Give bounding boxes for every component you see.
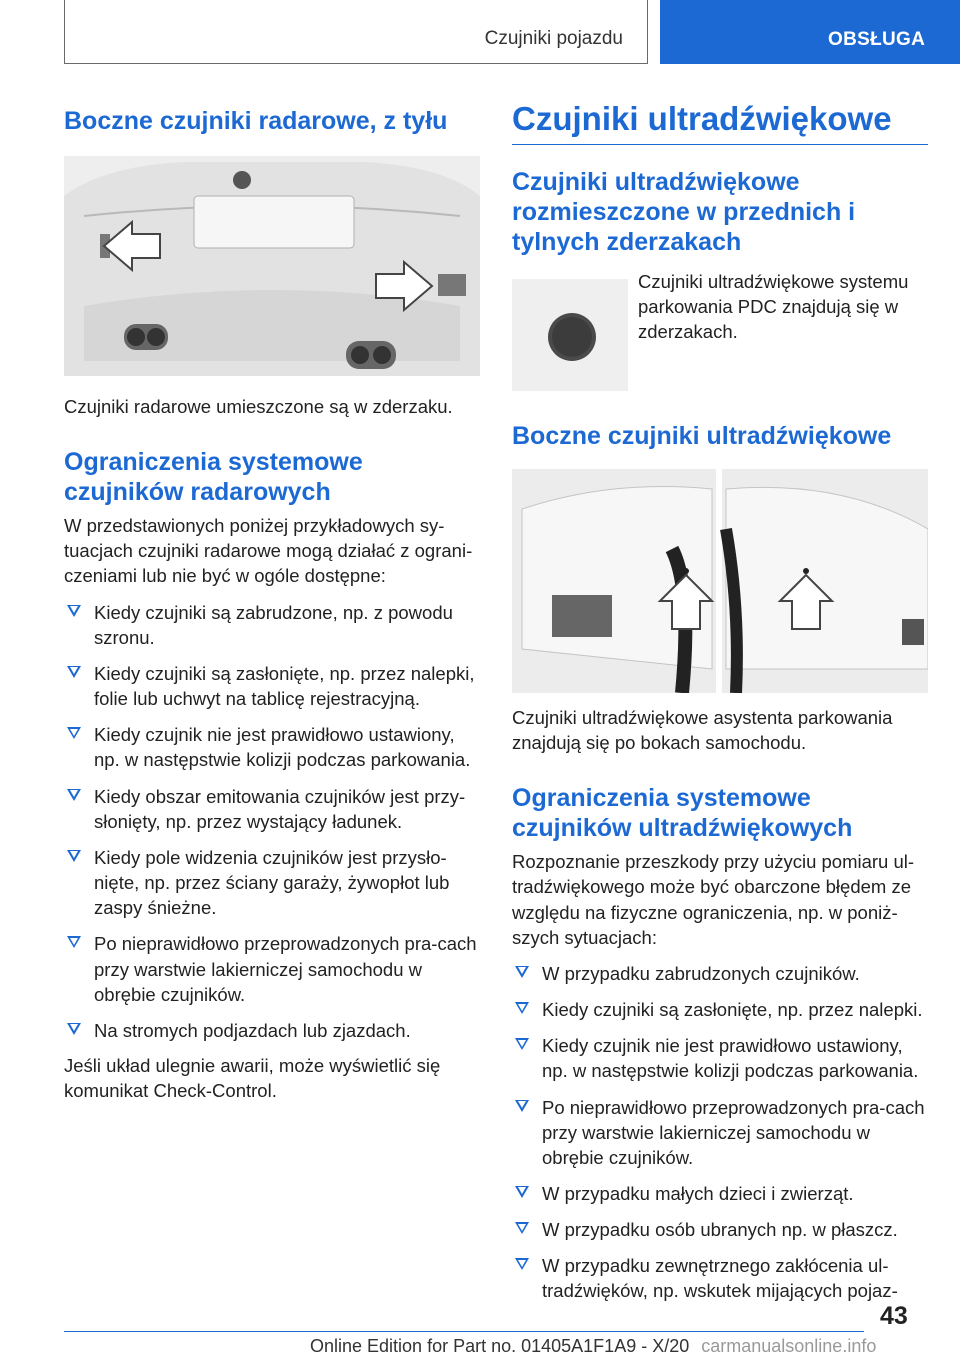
bullet-triangle-icon <box>67 850 81 862</box>
bullet-triangle-icon <box>67 789 81 801</box>
list-item: Kiedy obszar emitowania czujników jest przy-słonięty, np. przez wystający ładunek. <box>64 784 480 834</box>
radar-limitations-intro: W przedstawionych poniżej przykładowych sy-tuacjach czujniki radarowe mogą działać z ograni-czeniami lub nie być w ogóle dostępne: <box>64 515 473 587</box>
ultrasonic-limitations-intro: Rozpoznanie przeszkody przy użyciu pomiaru ul-tradźwiękowego może być obarczone błędem ze względu na fizyczne ograniczenia, np. w poniż-szych sytuacjach: <box>512 851 915 948</box>
rear-bumper-illustration <box>64 156 480 376</box>
footer-rule <box>64 1331 864 1332</box>
pdc-sensor-text: Czujniki ultradźwiękowe systemu parkowania PDC znajdują się w zderzakach. <box>638 270 909 343</box>
list-item: Kiedy czujnik nie jest prawidłowo ustawiony, np. w następstwie kolizji podczas parkowania. <box>64 722 480 772</box>
caption-side-ultrasonic: Czujniki ultradźwiękowe asystenta parkowania znajdują się po bokach samochodu. <box>512 706 893 754</box>
heading-rear-radar-sensors: Boczne czujniki radarowe, z tyłu <box>64 107 448 135</box>
footer-watermark: carmanualsonline.info <box>701 1336 877 1356</box>
list-item: Kiedy czujnik nie jest prawidłowo ustawiony, np. w następstwie kolizji podczas parkowania. <box>512 1033 928 1083</box>
ultrasonic-sensor-illustration <box>512 279 628 391</box>
heading-radar-limitations: Ograniczenia systemowe czujników radarowych <box>64 448 363 507</box>
pdc-sensor-block <box>512 269 928 391</box>
header-chapter-label: OBSŁUGA <box>828 29 926 50</box>
list-item: Na stromych podjazdach lub zjazdach. <box>64 1018 480 1043</box>
bullet-triangle-icon <box>515 1002 529 1014</box>
page-number: 43 <box>880 1302 908 1330</box>
list-item: Kiedy czujniki są zasłonięte, np. przez nalepki. <box>512 997 928 1022</box>
footer-text <box>310 1336 956 1357</box>
header-section-title: Czujniki pojazdu <box>484 28 623 49</box>
list-item: W przypadku małych dzieci i zwierząt. <box>512 1181 928 1206</box>
caption-rear-radar: Czujniki radarowe umieszczone są w zderzaku. <box>64 396 453 417</box>
list-item: Kiedy czujniki są zasłonięte, np. przez nalepki, folie lub uchwyt na tablicę rejestracyjną. <box>64 661 480 711</box>
right-column <box>512 100 928 1304</box>
bullet-triangle-icon <box>515 1222 529 1234</box>
list-item: Po nieprawidłowo przeprowadzonych pra-cach przy warstwie lakierniczej samochodu w obrębie czujników. <box>64 931 480 1006</box>
side-sensors-illustration <box>512 469 928 693</box>
heading-ultrasonic-limitations: Ograniczenia systemowe czujników ultradźwiękowych <box>512 784 853 843</box>
bullet-triangle-icon <box>67 605 81 617</box>
list-item: W przypadku zabrudzonych czujników. <box>512 961 928 986</box>
bullet-triangle-icon <box>67 727 81 739</box>
bullet-triangle-icon <box>515 1186 529 1198</box>
rear-bumper-image <box>64 156 480 376</box>
footer-edition: Online Edition for Part no. 01405A1F1A9 - X/20 <box>310 1336 690 1356</box>
list-item: Kiedy pole widzenia czujników jest przysło-nięte, np. przez ściany garaży, żywopłot lub zaspy śnieżne. <box>64 845 480 920</box>
side-sensors-image <box>512 469 928 693</box>
bullet-triangle-icon <box>515 1038 529 1050</box>
list-item: Po nieprawidłowo przeprowadzonych pra-cach przy warstwie lakierniczej samochodu w obrębie czujników. <box>512 1095 928 1170</box>
bullet-triangle-icon <box>515 1100 529 1112</box>
list-item: W przypadku osób ubranych np. w płaszcz. <box>512 1217 928 1242</box>
list-item: Kiedy czujniki są zabrudzone, np. z powodu szronu. <box>64 600 480 650</box>
page-title: Czujniki ultradźwiękowe <box>512 100 928 145</box>
heading-front-rear-ultrasonic: Czujniki ultradźwiękowe rozmieszczone w przednich i tylnych zderzakach <box>512 167 856 256</box>
bullet-triangle-icon <box>67 666 81 678</box>
radar-failure-note: Jeśli układ ulegnie awarii, może wyświetlić się komunikat Check-Control. <box>64 1054 441 1102</box>
header-frame <box>64 0 648 64</box>
bullet-triangle-icon <box>515 966 529 978</box>
bullet-triangle-icon <box>67 1023 81 1035</box>
bullet-triangle-icon <box>515 1258 529 1270</box>
heading-side-ultrasonic: Boczne czujniki ultradźwiękowe <box>512 421 892 450</box>
pdc-sensor-image <box>512 279 628 391</box>
bullet-triangle-icon <box>67 936 81 948</box>
left-column <box>64 100 480 1103</box>
list-item: W przypadku zewnętrznego zakłócenia ul-tradźwięków, np. wskutek mijających pojaz- <box>512 1253 928 1303</box>
header-chapter-tab[interactable] <box>660 0 960 64</box>
